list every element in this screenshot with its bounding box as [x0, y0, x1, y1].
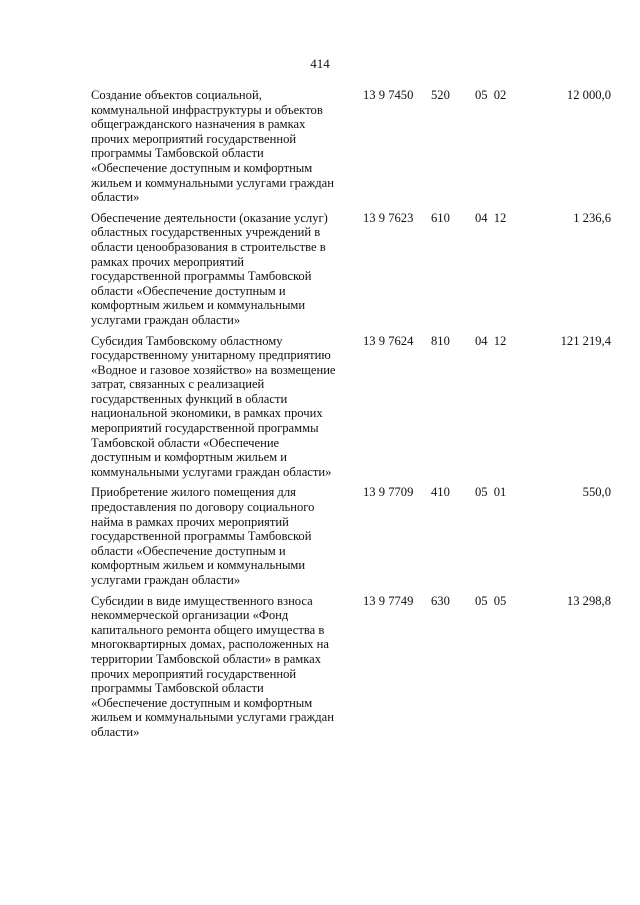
- row-amount: 1 236,6: [573, 210, 611, 225]
- row-section-code: 05 05: [475, 593, 507, 608]
- table-row: [91, 88, 611, 205]
- row-section-code: 04 12: [475, 333, 507, 348]
- row-amount: 121 219,4: [560, 333, 611, 348]
- table-row: [91, 485, 611, 587]
- row-expense-type: 630: [431, 593, 450, 608]
- row-expense-type: 610: [431, 210, 450, 225]
- row-section-code: 04 12: [475, 210, 507, 225]
- table-row: [91, 211, 611, 328]
- row-section-code: 05 02: [475, 88, 507, 102]
- row-target-code: 13 9 7623: [363, 210, 414, 225]
- row-amount: 13 298,8: [566, 593, 611, 608]
- row-description: Приобретение жилого помещения для предоставления по договору социального найма в рамках прочих мероприятий государственной программы Тамбовской области «Обеспечение доступным и комфортным жильем и коммунальными услугами граждан области»: [91, 485, 315, 587]
- row-expense-type: 410: [431, 485, 450, 500]
- table-row: [91, 594, 611, 740]
- row-amount: 12 000,0: [566, 88, 611, 102]
- page-number: 414: [310, 56, 330, 71]
- budget-table: [91, 88, 611, 746]
- row-expense-type: 810: [431, 333, 450, 348]
- row-description: Субсидии в виде имущественного взноса некоммерческой организации «Фонд капитального ремонта общего имущества в многоквартирных домах, расположенных на территории Тамбовской области» в рамках прочих мероприятий государственной программы Тамбовской области «Обеспечение доступным и комфортным жильем и коммунальными услугами граждан области»: [91, 593, 334, 739]
- row-target-code: 13 9 7709: [363, 485, 414, 500]
- row-description: Субсидия Тамбовскому областному государственному унитарному предприятию «Водное и газовое хозяйство» на возмещение затрат, связанных с реализацией государственных функций в области национальной экономики, в рамках прочих мероприятий государственной программы Тамбовской области «Обеспечение доступным и комфортным жильем и коммунальными услугами граждан области»: [91, 333, 336, 479]
- row-target-code: 13 9 7450: [363, 88, 414, 102]
- row-description: Обеспечение деятельности (оказание услуг) областных государственных учреждений в области ценообразования в строительстве в рамках прочих мероприятий государственной программы Тамбовской области «Обеспечение доступным и комфортным жильем и коммунальными услугами граждан области»: [91, 210, 328, 327]
- row-target-code: 13 9 7624: [363, 333, 414, 348]
- row-target-code: 13 9 7749: [363, 593, 414, 608]
- row-section-code: 05 01: [475, 485, 507, 500]
- row-description: Создание объектов социальной, коммунальной инфраструктуры и объектов общегражданского назначения в рамках прочих мероприятий государственной программы Тамбовской области «Обеспечение доступным и комфортным жильем и коммунальными услугами граждан области»: [91, 88, 334, 205]
- row-expense-type: 520: [431, 88, 450, 102]
- table-row: [91, 334, 611, 480]
- row-amount: 550,0: [582, 485, 611, 500]
